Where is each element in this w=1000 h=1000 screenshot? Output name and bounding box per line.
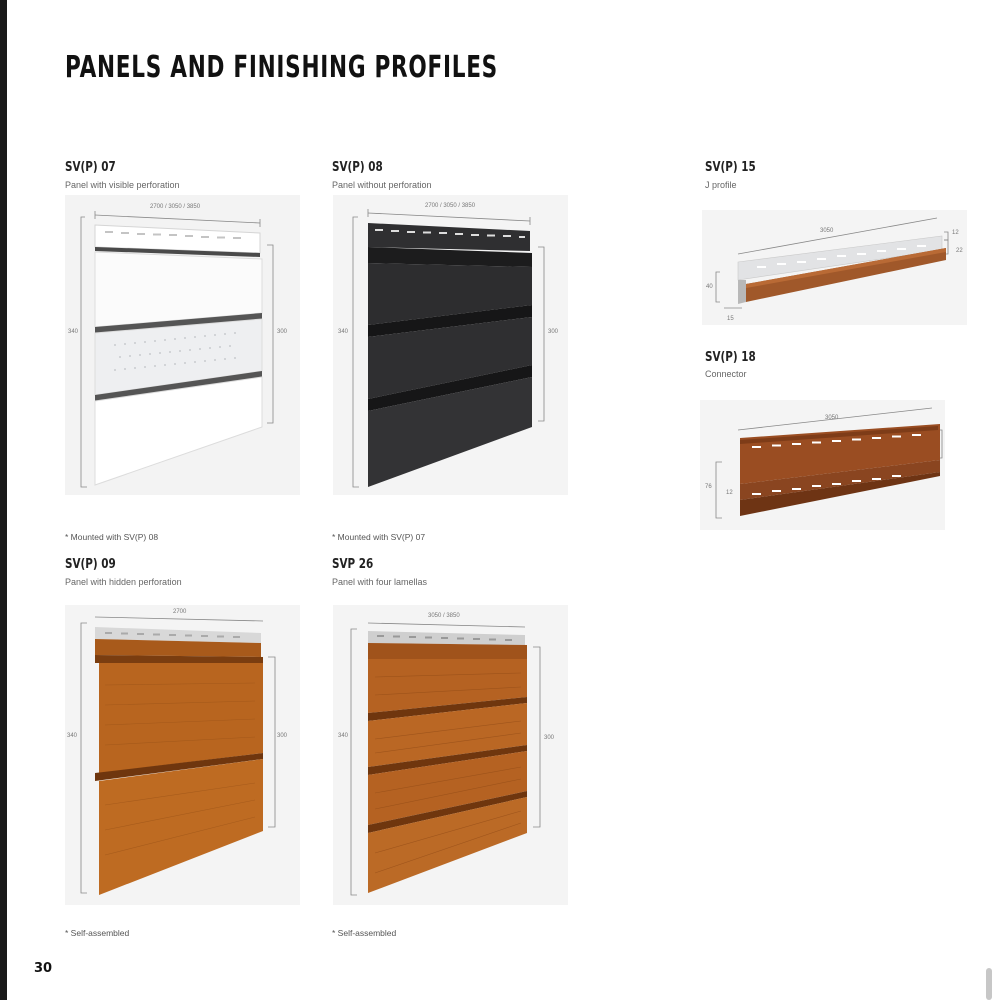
product-description-sv18: Connector xyxy=(705,369,747,379)
dim-d-sv15: 15 xyxy=(727,316,734,322)
panel-image-sv09 xyxy=(65,605,300,905)
product-note-sv09: * Self-assembled xyxy=(65,928,130,938)
dim-c-sv15: 40 xyxy=(706,284,713,290)
product-code-sv15: SV(P) 15 xyxy=(705,160,756,175)
product-note-sv08: * Mounted with SV(P) 07 xyxy=(332,532,426,542)
left-edge-bar xyxy=(0,0,7,1000)
product-description-sv08: Panel without perforation xyxy=(332,180,432,190)
dim-b-sv15: 22 xyxy=(956,248,963,254)
dim-length-sv09: 2700 xyxy=(173,609,187,615)
product-note-svp26: * Self-assembled xyxy=(332,928,397,938)
product-code-sv18: SV(P) 18 xyxy=(705,350,756,365)
product-description-sv07: Panel with visible perforation xyxy=(65,180,180,190)
panel-image-sv07 xyxy=(65,195,300,495)
product-description-sv09: Panel with hidden perforation xyxy=(65,577,182,587)
product-code-svp26: SVP 26 xyxy=(332,557,374,572)
dim-height-svp26: 340 xyxy=(338,733,349,739)
scrollbar-thumb[interactable] xyxy=(986,968,992,1000)
dim-length-sv08: 2700 / 3050 / 3850 xyxy=(425,203,476,209)
connector-image-sv18 xyxy=(700,400,945,530)
product-code-sv09: SV(P) 09 xyxy=(65,557,116,572)
panel-image-svp26 xyxy=(333,605,568,905)
dim-c-sv18: 12 xyxy=(726,490,733,496)
product-code-sv08: SV(P) 08 xyxy=(332,160,383,175)
dim-length-sv15: 3050 xyxy=(820,228,834,234)
dim-length-svp26: 3050 / 3850 xyxy=(428,613,460,619)
page-title: PANELS AND FINISHING PROFILES xyxy=(65,50,498,85)
dim-b-sv18: 76 xyxy=(705,484,712,490)
product-description-sv15: J profile xyxy=(705,180,737,190)
dim-coverage-sv09: 300 xyxy=(277,733,288,739)
dim-length-sv18: 3050 xyxy=(825,415,839,421)
panel-image-sv08 xyxy=(333,195,568,495)
page-number: 30 xyxy=(34,961,53,976)
dim-coverage-sv07: 300 xyxy=(277,329,288,335)
dim-height-sv07: 340 xyxy=(68,329,79,335)
j-profile-image-sv15 xyxy=(702,210,967,325)
dim-coverage-sv08: 300 xyxy=(548,329,559,335)
dim-coverage-svp26: 300 xyxy=(544,735,555,741)
dim-height-sv08: 340 xyxy=(338,329,349,335)
product-code-sv07: SV(P) 07 xyxy=(65,160,116,175)
dim-length-sv07: 2700 / 3050 / 3850 xyxy=(150,204,201,210)
product-note-sv07: * Mounted with SV(P) 08 xyxy=(65,532,159,542)
dim-a-sv15: 12 xyxy=(952,230,959,236)
dim-height-sv09: 340 xyxy=(67,733,78,739)
product-description-svp26: Panel with four lamellas xyxy=(332,577,428,587)
